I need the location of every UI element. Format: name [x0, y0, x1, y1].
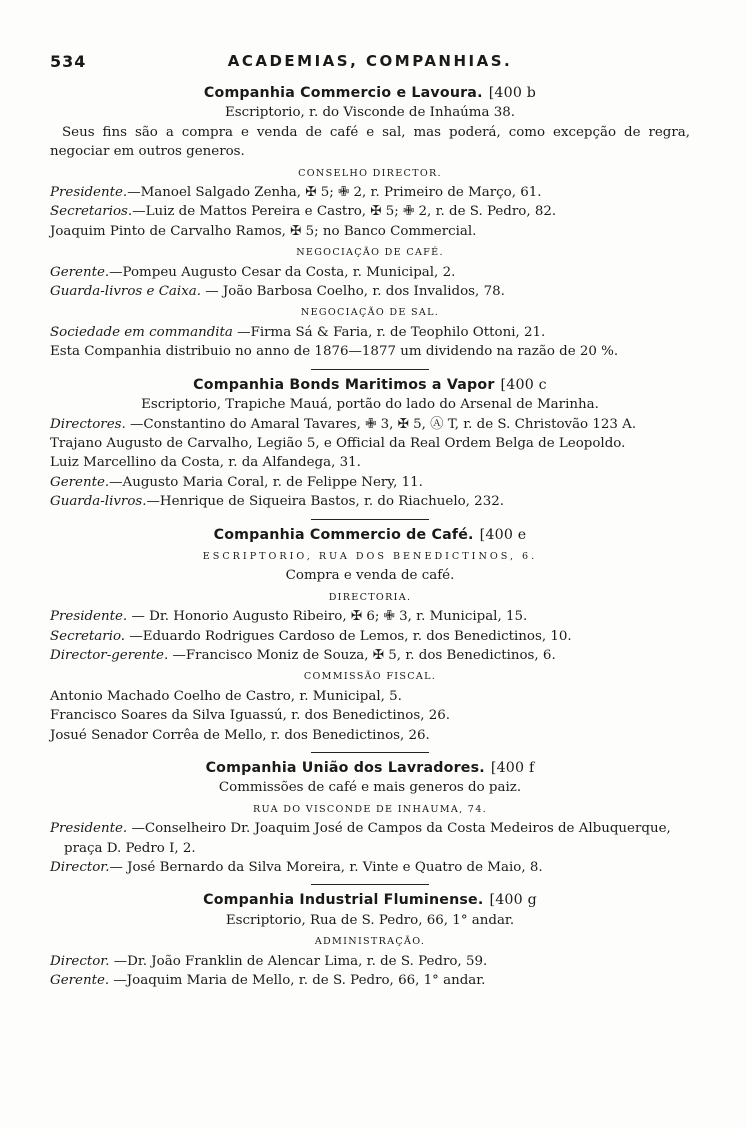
section-heading: CONSELHO DIRECTOR. — [298, 167, 442, 179]
entry-text: —Constantino do Amaral Tavares, ✙ 3, ✠ 5, Ⓐ T, r. de S. Christovão 123 A. — [125, 416, 637, 432]
company-subtitle: Commissões de café e mais generos do paiz. — [218, 780, 522, 796]
entry-role: Guarda-livros. — [50, 494, 147, 510]
entry-text: —Francisco Moniz de Souza, ✠ 5, r. dos Benedictinos, 6. — [168, 647, 556, 663]
entry-role: Gerente. — [50, 973, 110, 989]
entry-role: Presidente. — [50, 821, 128, 837]
entry-role: Secretarios. — [50, 204, 133, 220]
entry-role: Secretario. — [50, 628, 126, 644]
entry-text: —Firma Sá & Faria, r. de Teophilo Ottoni, 21. — [232, 324, 546, 340]
entry-text: —Conselheiro Dr. Joaquim José de Campos da Costa Medeiros de Albuquerque, praça D. Pedro I, 2. — [64, 821, 671, 856]
entry-text: Francisco Soares da Silva Iguassú, r. dos Benedictinos, 26. — [50, 708, 451, 724]
section-divider — [311, 519, 429, 520]
company-name: Companhia Industrial Fluminense. — [203, 892, 484, 909]
entry-text: Josué Senador Corrêa de Mello, r. dos Benedictinos, 26. — [50, 727, 430, 743]
entry-text: Trajano Augusto de Carvalho, Legião 5, e Official da Real Ordem Belga de Leopoldo. — [50, 435, 626, 451]
section-divider — [311, 752, 429, 753]
entry — [50, 726, 690, 745]
entry-text: —Pompeu Augusto Cesar da Costa, r. Municipal, 2. — [109, 264, 456, 280]
entry-role: Gerente. — [50, 474, 110, 490]
entry — [50, 342, 690, 361]
company-title — [50, 759, 690, 778]
entry-text: Esta Companhia distribuio no anno de 1876—1877 um dividendo na razão de 20 %. — [50, 344, 619, 360]
entry — [50, 473, 690, 492]
entry — [50, 858, 690, 877]
entry-role: Director. — [50, 860, 110, 876]
running-head — [50, 52, 690, 82]
company-title — [50, 891, 690, 910]
document-page — [50, 52, 690, 990]
company-address-line: RUA DO VISCONDE DE INHAUMA, 74. — [253, 803, 487, 815]
page-number: 534 — [50, 52, 87, 71]
entry — [50, 323, 690, 342]
entry — [50, 183, 690, 202]
company-address-line: ESCRIPTORIO, RUA DOS BENEDICTINOS, 6. — [202, 550, 538, 562]
entry-role: Guarda-livros e Caixa. — [50, 284, 201, 300]
entry — [50, 492, 690, 511]
entry-text: —Luiz de Mattos Pereira e Castro, ✠ 5; ✙ 2, r. de S. Pedro, 82. — [132, 204, 557, 220]
entry-role: Director. — [50, 953, 110, 969]
entry-text: —Henrique de Siqueira Bastos, r. do Riachuelo, 232. — [146, 494, 504, 510]
entry-text: Luiz Marcellino da Costa, r. da Alfandega, 31. — [50, 455, 361, 471]
section-divider — [311, 884, 429, 885]
entry — [50, 952, 690, 971]
section-heading: DIRECTORIA. — [328, 591, 412, 603]
entry-text: —Augusto Maria Coral, r. de Felippe Nery, 11. — [109, 474, 423, 490]
section-heading: NEGOCIAÇÃO DE SAL. — [300, 307, 440, 319]
section-divider — [311, 369, 429, 370]
entry-text: —Joaquim Maria de Mello, r. de S. Pedro, 66, 1° andar. — [109, 973, 486, 989]
entry — [50, 971, 690, 990]
company-description: Seus fins são a compra e venda de café e sal, mas poderá, como excepção de regra, negociar em outros generos. — [50, 124, 690, 160]
entry — [50, 282, 690, 301]
entry — [50, 453, 690, 472]
company-address: Escriptorio, r. do Visconde de Inhaúma 38. — [224, 105, 516, 121]
entry — [50, 627, 690, 646]
running-title: ACADEMIAS, COMPANHIAS. — [227, 52, 513, 70]
entry — [50, 263, 690, 282]
company-title — [50, 376, 690, 395]
entry — [50, 415, 690, 434]
company-subtitle: Compra e venda de café. — [285, 568, 455, 584]
company-address: Escriptorio, Rua de S. Pedro, 66, 1° andar. — [225, 912, 515, 928]
entry — [50, 434, 690, 453]
entry — [50, 687, 690, 706]
entry-role: Presidente. — [50, 609, 128, 625]
entry-role: Directores. — [50, 416, 126, 432]
company-name: Companhia Commercio de Café. — [213, 526, 474, 543]
company-code: [400 f — [490, 760, 535, 776]
entry-text: — José Bernardo da Silva Moreira, r. Vinte e Quatro de Maio, 8. — [109, 860, 543, 876]
entry — [50, 706, 690, 725]
entry-role: Presidente. — [50, 185, 128, 201]
entry-role: Sociedade em commandita — [50, 324, 233, 340]
company-name: Companhia Bonds Maritimos a Vapor — [193, 376, 495, 393]
section-heading: NEGOCIAÇÃO DE CAFÉ. — [296, 247, 444, 259]
entry — [50, 202, 690, 221]
entry — [50, 819, 690, 858]
company-code: [400 b — [488, 85, 537, 101]
entry — [50, 646, 690, 665]
company-title — [50, 84, 690, 103]
entry-text: — João Barbosa Coelho, r. dos Invalidos, 78. — [201, 284, 505, 300]
entry — [50, 222, 690, 241]
company-name: Companhia Commercio e Lavoura. — [203, 85, 483, 101]
entry-text: Antonio Machado Coelho de Castro, r. Municipal, 5. — [50, 688, 402, 704]
company-address: Escriptorio, Trapiche Mauá, portão do lado do Arsenal de Marinha. — [141, 397, 599, 413]
entry-text: —Eduardo Rodrigues Cardoso de Lemos, r. dos Benedictinos, 10. — [125, 628, 572, 644]
section-heading: COMMISSÃO FISCAL. — [303, 671, 437, 683]
entry-text: —Manoel Salgado Zenha, ✠ 5; ✙ 2, r. Primeiro de Março, 61. — [127, 185, 542, 201]
entry-text: — Dr. Honorio Augusto Ribeiro, ✠ 6; ✙ 3, r. Municipal, 15. — [127, 609, 528, 625]
company-code: [400 e — [479, 526, 527, 543]
company-code: [400 c — [500, 376, 547, 393]
company-name: Companhia União dos Lavradores. — [205, 760, 485, 776]
entry-text: Joaquim Pinto de Carvalho Ramos, ✠ 5; no Banco Commercial. — [50, 223, 477, 239]
company-title — [50, 526, 690, 545]
entry-role: Director-gerente. — [50, 647, 169, 663]
entry — [50, 607, 690, 626]
company-code: [400 g — [489, 892, 537, 909]
entry-role: Gerente. — [50, 264, 110, 280]
entry-text: —Dr. João Franklin de Alencar Lima, r. de S. Pedro, 59. — [109, 953, 488, 969]
section-heading: ADMINISTRAÇÃO. — [314, 936, 426, 948]
